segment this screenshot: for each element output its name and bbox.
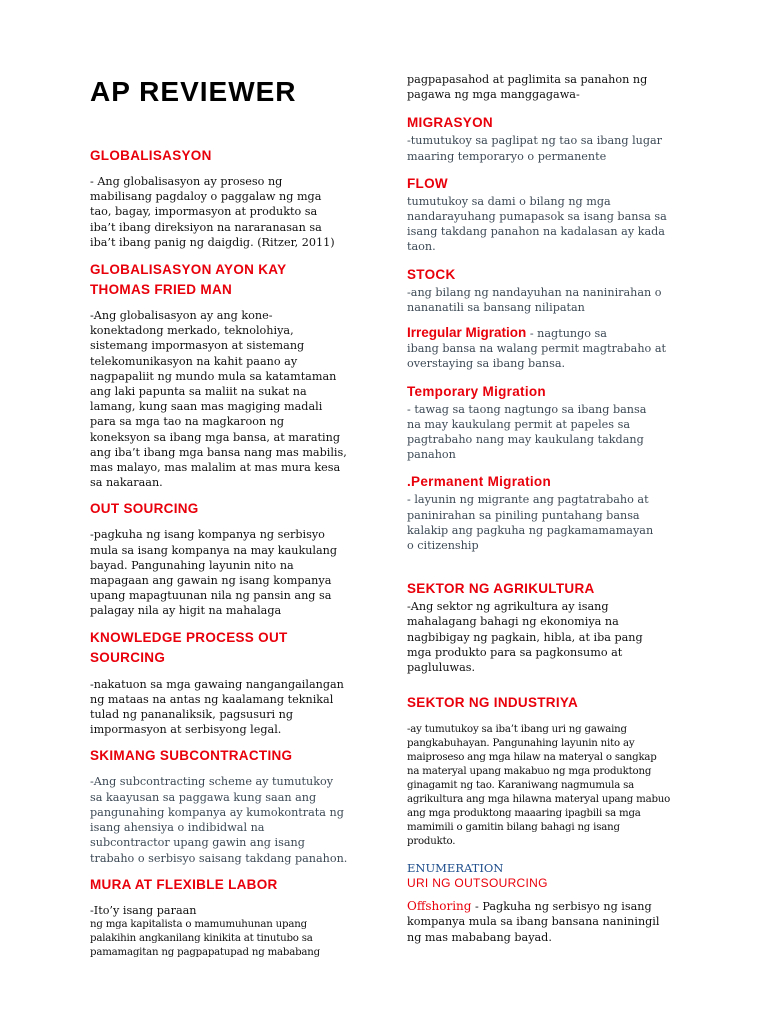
heading-temporary: Temporary Migration — [407, 383, 546, 399]
text-temporary: - tawag sa taong nagtungo sa ibang bansa na may kaukulang permit at papeles sa pagtrabaho nang may kaukulang takdang panahon — [407, 402, 647, 462]
heading-stock: STOCK — [407, 266, 456, 282]
heading-offshoring: Offshoring — [407, 899, 472, 914]
heading-irregular: Irregular Migration — [407, 325, 527, 341]
text-industriya: -ay tumutukoy sa iba’t ibang uri ng gawaing pangkabuhayan. Pangunahing layunin nito ay maiproseso ang mga hilaw na materyal o sangkap na materyal upang makabuo ng mga produktong ginagamit ng tao. Karaniwang nagmumula sa agrikultura ang mga hilawna materyal upang mabuo ang mga produktong maaaring ipagbili sa mga mamimili o gamitin bilang bahagi ng isang produkto. — [407, 724, 671, 848]
section-globalisasyon — [90, 146, 372, 250]
text-skimang: -Ang subcontracting scheme ay tumutukoy sa kaayusan sa paggawa kung saan ang pangunahing kompanya ay kumokontrata ng isang ahensiya o indibidwal na subcontractor upang gawin ang isang trabaho o serbisyo saisang takdang panahon. — [90, 775, 348, 865]
heading-agrikultura: SEKTOR NG AGRIKULTURA — [407, 581, 595, 597]
heading-mura: MURA AT FLEXIBLE LABOR — [90, 876, 278, 892]
heading-outsourcing: OUT SOURCING — [90, 501, 199, 517]
text-mura-intro: -Ito’y isang paraan — [90, 903, 197, 917]
section-temporary — [407, 382, 683, 463]
heading-flow: FLOW — [407, 175, 448, 191]
text-globalisasyon: - Ang globalisasyon ay proseso ng mabilisang pagdaloy o paggalaw ng mga tao, bagay, impormasyon at produkto sa iba’t ibang direksiyon na nararanasan sa iba’t ibang panig ng daigdig. (Ritzer, 2011) — [90, 175, 335, 249]
section-industriya — [407, 693, 683, 849]
section-stock — [407, 265, 683, 315]
text-continuation: pagpapasahod at paglimita sa panahon ng pagawa ng mga manggagawa- — [407, 73, 648, 102]
heading-migrasyon: MIGRASYON — [407, 115, 493, 131]
text-migrasyon: -tumutukoy sa paglipat ng tao sa ibang lugar maaring temporaryo o permanente — [407, 134, 663, 163]
text-kpo: -nakatuon sa mga gawaing nangangailangan ng mataas na antas ng kaalamang teknikal tulad ng pananaliksik, pagsusuri ng impormasyon at serbisyong legal. — [90, 677, 344, 737]
section-outsourcing — [90, 499, 372, 618]
heading-friedman: GLOBALISASYON AYON KAY THOMAS FRIED MAN — [90, 262, 287, 298]
right-column — [407, 72, 683, 945]
left-column — [90, 146, 372, 960]
text-permanent: - layunin ng migrante ang pagtatrabaho at paninirahan sa piniling puntahang bansa kalakip ang pagkuha ng pagkamamamayan o citizenship — [407, 493, 654, 553]
section-enumeration — [407, 861, 683, 891]
page-title: AP REVIEWER — [90, 76, 297, 107]
heading-kpo: KNOWLEDGE PROCESS OUT SOURCING — [90, 629, 288, 665]
text-irregular-first: - nagtungo sa — [526, 327, 607, 341]
section-flow — [407, 174, 683, 255]
section-permanent — [407, 472, 683, 553]
text-agrikultura: -Ang sektor ng agrikultura ay isang mahalagang bahagi ng ekonomiya na nagbibigay ng pagkain, hibla, at iba pang mga produkto para sa pagkonsumo at pagluluwas. — [407, 600, 643, 675]
section-skimang — [90, 746, 372, 865]
section-kpo — [90, 628, 372, 738]
section-migrasyon — [407, 113, 683, 163]
section-mura — [90, 875, 372, 960]
irregular-line — [407, 325, 683, 341]
offshoring-line — [407, 899, 683, 914]
heading-permanent: .Permanent Migration — [407, 474, 552, 490]
text-friedman: -Ang globalisasyon ay ang kone- konektadong merkado, teknolohiya, sistemang impormasyon at sistemang telekomunikasyon na kahit paano ay nagpapaliit ng mundo mula sa katamtaman ang laki papunta sa maliit na sukat na lamang, kung saan mas magiging madali para sa mga tao na magkaroon ng koneksyon sa ibang mga bansa, at marating ang iba’t ibang mga bansa nang mas mabilis, mas malayo, mas malalim at mas mura kesa sa nakaraan. — [90, 309, 347, 490]
text-offshoring: kompanya mula sa ibang bansana naniningil ng mas mababang bayad. — [407, 915, 660, 944]
heading-globalisasyon: GLOBALISASYON — [90, 148, 212, 163]
text-flow: tumutukoy sa dami o bilang ng mga nandarayuhang pumapasok sa isang bansa sa isang takdang panahon na kadalasan ay kada taon. — [407, 194, 667, 254]
heading-industriya: SEKTOR NG INDUSTRIYA — [407, 695, 579, 711]
enumeration-subtitle: URI NG OUTSOURCING — [407, 876, 548, 891]
section-irregular — [407, 325, 683, 372]
text-irregular: ibang bansa na walang permit magtrabaho at overstaying sa ibang bansa. — [407, 342, 667, 371]
heading-skimang: SKIMANG SUBCONTRACTING — [90, 748, 293, 764]
text-offshoring-first: - Pagkuha ng serbisyo ng isang — [471, 900, 652, 914]
enumeration-title: ENUMERATION — [407, 861, 504, 876]
text-outsourcing: -pagkuha ng isang kompanya ng serbisyo mula sa isang kompanya na may kaukulang bayad. Pangunahing layunin nito na mapagaan ang gawain ng isang kompanya upang mapagtuunan nila ng pansin ang sa palagay nila ay higit na mahalaga — [90, 528, 338, 618]
section-friedman — [90, 260, 372, 490]
section-agrikultura — [407, 579, 683, 675]
text-mura: ng mga kapitalista o mamumuhunan upang palakihin angkanilang kinikita at tinutubo sa pamamagitan ng pagpapatupad ng mababang — [90, 918, 320, 958]
text-stock: -ang bilang ng nandayuhan na naninirahan o nananatili sa bansang nilipatan — [407, 285, 662, 314]
section-offshoring — [407, 899, 683, 945]
